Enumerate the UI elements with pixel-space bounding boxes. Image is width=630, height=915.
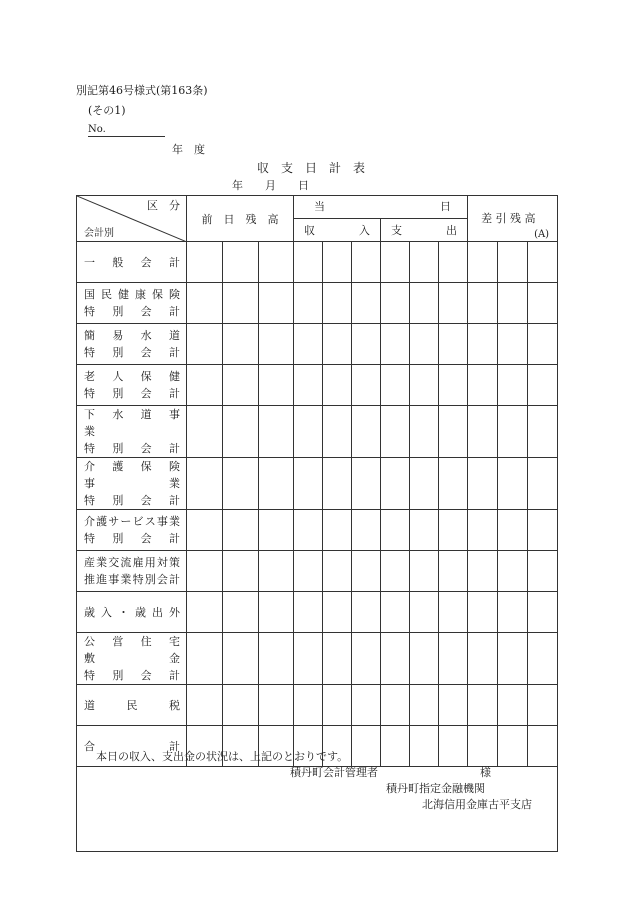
amount-cell[interactable] xyxy=(223,406,259,458)
amount-cell[interactable] xyxy=(498,324,528,365)
amount-cell[interactable] xyxy=(352,726,381,767)
amount-cell[interactable] xyxy=(410,324,439,365)
amount-cell[interactable] xyxy=(468,242,498,283)
amount-cell[interactable] xyxy=(439,458,468,510)
account-label-cell xyxy=(77,551,187,592)
account-label-line1: 老 人 保 健 xyxy=(84,370,180,383)
amount-cell[interactable] xyxy=(498,685,528,726)
amount-cell[interactable] xyxy=(439,242,468,283)
amount-cell[interactable] xyxy=(528,633,558,685)
bank-branch-label: 北海信用金庫古平支店 xyxy=(422,798,532,811)
table-row xyxy=(77,365,558,406)
amount-cell[interactable] xyxy=(323,365,352,406)
amount-cell[interactable] xyxy=(223,324,259,365)
account-label-line1: 歳入・歳出外 xyxy=(84,605,180,619)
amount-cell[interactable] xyxy=(223,510,259,551)
amount-cell[interactable] xyxy=(381,242,410,283)
corner-top-label: 区 分 xyxy=(147,199,180,212)
amount-cell[interactable] xyxy=(498,242,528,283)
amount-cell[interactable] xyxy=(439,685,468,726)
account-label-line2: 特 別 会 計 xyxy=(84,346,180,359)
amount-cell[interactable] xyxy=(187,592,223,633)
amount-cell[interactable] xyxy=(528,592,558,633)
amount-cell[interactable] xyxy=(323,283,352,324)
amount-cell[interactable] xyxy=(323,510,352,551)
amount-cell[interactable] xyxy=(528,365,558,406)
account-label-line2: 特 別 会 計 xyxy=(84,532,180,545)
document-number-underline xyxy=(88,136,165,137)
account-label-line2: 特 別 会 計 xyxy=(84,669,180,682)
amount-cell[interactable] xyxy=(381,551,410,592)
amount-cell[interactable] xyxy=(259,551,294,592)
amount-cell[interactable] xyxy=(187,365,223,406)
amount-cell[interactable] xyxy=(259,242,294,283)
table-row xyxy=(77,592,558,633)
amount-cell[interactable] xyxy=(381,685,410,726)
amount-cell[interactable] xyxy=(381,592,410,633)
amount-cell[interactable] xyxy=(223,633,259,685)
amount-cell[interactable] xyxy=(323,458,352,510)
amount-cell[interactable] xyxy=(294,406,323,458)
amount-cell[interactable] xyxy=(223,685,259,726)
amount-cell[interactable] xyxy=(381,283,410,324)
account-label-cell xyxy=(77,510,187,551)
balance-header-note: (A) xyxy=(534,229,550,240)
amount-cell[interactable] xyxy=(352,458,381,510)
amount-cell[interactable] xyxy=(352,633,381,685)
table-row xyxy=(77,406,558,458)
amount-cell[interactable] xyxy=(223,551,259,592)
account-label-line1: 産業交流雇用対策 xyxy=(84,556,180,569)
amount-cell[interactable] xyxy=(468,406,498,458)
amount-cell[interactable] xyxy=(439,726,468,767)
amount-cell[interactable] xyxy=(259,324,294,365)
amount-cell[interactable] xyxy=(439,633,468,685)
amount-cell[interactable] xyxy=(223,458,259,510)
amount-cell[interactable] xyxy=(439,510,468,551)
amount-cell[interactable] xyxy=(528,406,558,458)
amount-cell[interactable] xyxy=(410,685,439,726)
amount-cell[interactable] xyxy=(323,633,352,685)
amount-cell[interactable] xyxy=(528,283,558,324)
table-row xyxy=(77,510,558,551)
table-row xyxy=(77,242,558,283)
amount-cell[interactable] xyxy=(323,592,352,633)
account-label-line1: 介護サービス事業 xyxy=(84,515,180,528)
amount-cell[interactable] xyxy=(410,633,439,685)
amount-cell[interactable] xyxy=(468,685,498,726)
amount-cell[interactable] xyxy=(410,406,439,458)
account-label-cell xyxy=(77,685,187,726)
amount-cell[interactable] xyxy=(410,551,439,592)
amount-cell[interactable] xyxy=(528,685,558,726)
account-label-line1: 一 般 会 計 xyxy=(84,255,180,269)
amount-cell[interactable] xyxy=(498,592,528,633)
amount-cell[interactable] xyxy=(410,510,439,551)
amount-cell[interactable] xyxy=(294,283,323,324)
amount-cell[interactable] xyxy=(259,592,294,633)
amount-cell[interactable] xyxy=(294,685,323,726)
amount-cell[interactable] xyxy=(468,458,498,510)
amount-cell[interactable] xyxy=(187,324,223,365)
account-label-line1: 道 民 税 xyxy=(84,698,180,712)
amount-cell[interactable] xyxy=(498,633,528,685)
amount-cell[interactable] xyxy=(187,242,223,283)
account-label-line2: 特 別 会 計 xyxy=(84,305,180,318)
account-label-line1: 合 計 xyxy=(84,739,180,753)
amount-cell[interactable] xyxy=(187,510,223,551)
amount-cell[interactable] xyxy=(468,551,498,592)
amount-cell[interactable] xyxy=(528,726,558,767)
amount-cell[interactable] xyxy=(439,365,468,406)
balance-header-label: 差 引 残 高 xyxy=(481,212,536,225)
amount-cell[interactable] xyxy=(323,685,352,726)
amount-cell[interactable] xyxy=(352,551,381,592)
amount-cell[interactable] xyxy=(468,324,498,365)
amount-cell[interactable] xyxy=(352,510,381,551)
income-header: 収 入 xyxy=(294,219,381,242)
account-label-cell xyxy=(77,283,187,324)
table-row xyxy=(77,458,558,510)
today-header-left: 当 xyxy=(314,200,325,213)
accountant-label: 積丹町会計管理者 xyxy=(290,766,378,779)
amount-cell[interactable] xyxy=(294,592,323,633)
amount-cell[interactable] xyxy=(410,242,439,283)
amount-cell[interactable] xyxy=(498,283,528,324)
amount-cell[interactable] xyxy=(410,365,439,406)
account-label-cell xyxy=(77,365,187,406)
expense-header: 支 出 xyxy=(381,219,468,242)
amount-cell[interactable] xyxy=(498,726,528,767)
amount-cell[interactable] xyxy=(323,242,352,283)
amount-cell[interactable] xyxy=(439,592,468,633)
amount-cell[interactable] xyxy=(498,406,528,458)
amount-cell[interactable] xyxy=(381,458,410,510)
amount-cell[interactable] xyxy=(439,551,468,592)
amount-cell[interactable] xyxy=(187,406,223,458)
amount-cell[interactable] xyxy=(223,283,259,324)
amount-cell[interactable] xyxy=(352,592,381,633)
amount-cell[interactable] xyxy=(410,283,439,324)
amount-cell[interactable] xyxy=(352,365,381,406)
account-label-cell xyxy=(77,592,187,633)
amount-cell[interactable] xyxy=(468,283,498,324)
amount-cell[interactable] xyxy=(323,324,352,365)
form-sub-reference: (その1) xyxy=(88,104,126,117)
table-row xyxy=(77,283,558,324)
amount-cell[interactable] xyxy=(259,406,294,458)
amount-cell[interactable] xyxy=(187,633,223,685)
amount-cell[interactable] xyxy=(468,726,498,767)
amount-cell[interactable] xyxy=(223,365,259,406)
amount-cell[interactable] xyxy=(410,726,439,767)
amount-cell[interactable] xyxy=(381,633,410,685)
amount-cell[interactable] xyxy=(323,406,352,458)
amount-cell[interactable] xyxy=(259,365,294,406)
table-row xyxy=(77,324,558,365)
amount-cell[interactable] xyxy=(381,365,410,406)
amount-cell[interactable] xyxy=(468,592,498,633)
account-label-line2: 特 別 会 計 xyxy=(84,387,180,400)
amount-cell[interactable] xyxy=(352,685,381,726)
designated-bank-label: 積丹町指定金融機関 xyxy=(386,782,485,795)
account-label-line1: 公 営 住 宅 敷 金 xyxy=(84,635,191,665)
amount-cell[interactable] xyxy=(410,458,439,510)
amount-cell[interactable] xyxy=(381,726,410,767)
amount-cell[interactable] xyxy=(294,551,323,592)
previous-balance-header: 前 日 残 高 xyxy=(187,196,294,242)
amount-cell[interactable] xyxy=(352,283,381,324)
amount-cell[interactable] xyxy=(259,685,294,726)
account-label-line2: 特 別 会 計 xyxy=(84,494,180,507)
table-row xyxy=(77,685,558,726)
account-label-line1: 国民健康保険 xyxy=(84,288,180,301)
table-row xyxy=(77,633,558,685)
corner-header-cell xyxy=(77,196,187,242)
amount-cell[interactable] xyxy=(468,365,498,406)
amount-cell[interactable] xyxy=(439,324,468,365)
amount-cell[interactable] xyxy=(439,283,468,324)
amount-cell[interactable] xyxy=(294,242,323,283)
amount-cell[interactable] xyxy=(528,551,558,592)
account-label-cell xyxy=(77,406,191,458)
amount-cell[interactable] xyxy=(381,510,410,551)
amount-cell[interactable] xyxy=(187,685,223,726)
amount-cell[interactable] xyxy=(187,283,223,324)
amount-cell[interactable] xyxy=(528,242,558,283)
amount-cell[interactable] xyxy=(294,458,323,510)
corner-bottom-label: 会計別 xyxy=(84,228,114,239)
amount-cell[interactable] xyxy=(528,510,558,551)
amount-cell[interactable] xyxy=(323,551,352,592)
account-label-cell xyxy=(77,242,187,283)
fiscal-year-label: 年 度 xyxy=(172,143,205,156)
amount-cell[interactable] xyxy=(498,458,528,510)
balance-header xyxy=(468,196,558,242)
amount-cell[interactable] xyxy=(498,551,528,592)
table-row xyxy=(77,551,558,592)
amount-cell[interactable] xyxy=(223,592,259,633)
statement-text: 本日の収入、支出金の状況は、上記のとおりです。 xyxy=(96,750,349,763)
amount-cell[interactable] xyxy=(294,324,323,365)
amount-cell[interactable] xyxy=(381,324,410,365)
account-label-cell xyxy=(77,324,187,365)
amount-cell[interactable] xyxy=(294,510,323,551)
amount-cell[interactable] xyxy=(528,458,558,510)
amount-cell[interactable] xyxy=(259,633,294,685)
page-title: 収 支 日 計 表 xyxy=(257,161,366,175)
amount-cell[interactable] xyxy=(410,592,439,633)
amount-cell[interactable] xyxy=(498,510,528,551)
amount-cell[interactable] xyxy=(187,551,223,592)
amount-cell[interactable] xyxy=(468,633,498,685)
account-label-cell xyxy=(77,633,191,685)
amount-cell[interactable] xyxy=(294,633,323,685)
document-number-label: No. xyxy=(88,124,106,135)
amount-cell[interactable] xyxy=(294,365,323,406)
today-header-right: 日 xyxy=(440,200,451,213)
account-label-line2: 特 別 会 計 xyxy=(84,442,180,455)
account-label-line1: 下 水 道 事 業 xyxy=(84,408,191,438)
amount-cell[interactable] xyxy=(259,283,294,324)
account-label-line2: 推進事業特別会計 xyxy=(84,573,180,586)
amount-cell[interactable] xyxy=(259,458,294,510)
amount-cell[interactable] xyxy=(439,406,468,458)
amount-cell[interactable] xyxy=(187,458,223,510)
amount-cell[interactable] xyxy=(468,510,498,551)
amount-cell[interactable] xyxy=(381,406,410,458)
account-label-line1: 介 護 保 険 事 業 xyxy=(84,460,191,490)
today-header xyxy=(294,196,468,219)
amount-cell[interactable] xyxy=(259,510,294,551)
date-line: 年 月 日 xyxy=(232,179,309,192)
account-label-line1: 簡 易 水 道 xyxy=(84,329,180,342)
amount-cell[interactable] xyxy=(223,242,259,283)
amount-cell[interactable] xyxy=(498,365,528,406)
account-label-cell xyxy=(77,458,191,510)
amount-cell[interactable] xyxy=(352,324,381,365)
honorific-label: 様 xyxy=(480,766,491,779)
form-reference: 別記第46号様式(第163条) xyxy=(76,84,208,97)
amount-cell[interactable] xyxy=(352,406,381,458)
amount-cell[interactable] xyxy=(352,242,381,283)
amount-cell[interactable] xyxy=(528,324,558,365)
